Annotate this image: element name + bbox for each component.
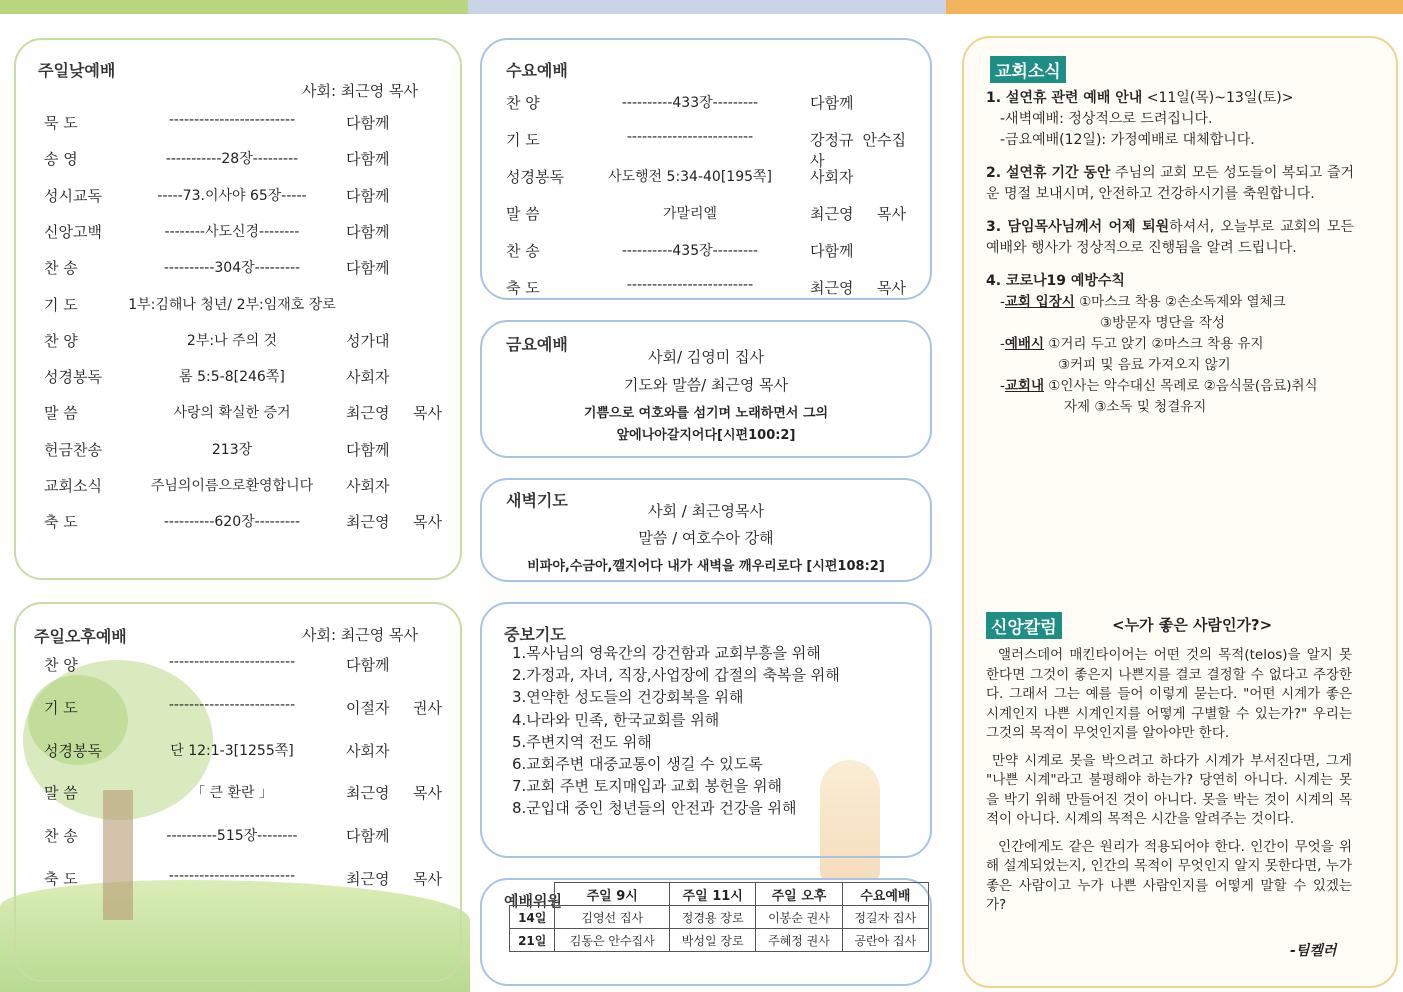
duty-cell: 정경용 장로 [670,906,756,929]
news-4-b-text: ①거리 두고 앉기 ②마스크 착용 유지 [1044,336,1264,352]
news-1-a: -새벽예배: 정상적으로 드려집니다. [1000,111,1213,127]
news-4-c-text: ①인사는 악수대신 목례로 ②음식물(음료)취식 [1044,378,1318,394]
wednesday-panel [480,38,932,300]
order-item-detail: ------------------------- [168,112,296,128]
column-author: -팀켈러 [1290,943,1337,959]
order-item-label: 찬 양 [44,656,78,674]
order-item-leader: 다함께 [346,440,390,459]
order-item-leader: 사회자 [346,368,390,387]
order-item-label: 찬 송 [44,259,78,278]
order-row [482,240,930,264]
order-item-label: 기 도 [44,698,78,717]
order-item-label: 축 도 [44,513,78,532]
news-4-a-label: 교회 입장시 [1004,294,1075,310]
dawn-title: 새벽기도 [506,491,568,510]
order-item-detail: ----------620장--------- [163,514,301,531]
order-item-leader: 다함께 [346,259,390,278]
order-row [16,257,460,281]
top-bar-green [0,0,468,14]
order-item-label: 송 영 [44,150,78,169]
order-row [482,203,930,227]
order-item-leader: 다함께 [346,827,390,846]
news-4-b-label: 예배시 [1004,336,1044,352]
order-row [16,782,460,806]
duty-header-cell: 주일 11시 [670,883,756,906]
order-item-label: 찬 송 [506,242,540,260]
news-3-head: 3. 담임목사님께서 어제 퇴원 [986,219,1170,235]
order-item-detail: ----------515장-------- [166,828,298,845]
sunday-afternoon-title: 주일오후예배 [34,627,127,646]
list-item: 6.교회주변 대중교통이 생길 수 있도록 [512,755,763,773]
sunday-afternoon-host: 사회: 최근영 목사 [302,626,419,644]
duty-table [509,882,929,952]
order-item-leader: 최근영 목사 [346,513,442,532]
order-row [16,185,460,209]
order-item-label: 말 씀 [44,404,78,423]
duty-header-row [510,883,929,906]
order-item-detail: ------------------------- [626,129,754,145]
order-item-detail: 주님의이름으로환영합니다 [150,478,314,494]
order-item-detail: ----------304장--------- [163,260,301,277]
list-item: 1.목사님의 영육간의 강건함과 교회부흥을 위해 [512,644,821,662]
order-item-detail: 213장 [211,441,253,458]
order-row [16,654,460,678]
list-item: 5.주변지역 전도 위해 [512,732,652,751]
duty-cell: 정길자 집사 [842,906,928,929]
column-title: 신앙칼럼 [986,612,1062,639]
order-item-label: 성경봉독 [44,368,102,387]
news-4-b-2: ③커피 및 음료 가져오지 않기 [1058,357,1231,373]
news-4-c-label: 교회내 [1004,378,1044,394]
order-item-detail: 단 12:1-3[1255쪽] [170,742,294,759]
order-item-detail: ----------433장--------- [621,95,759,111]
friday-host: 사회/ 김영미 집사 [647,348,765,366]
order-item-label: 축 도 [44,870,78,888]
news-4-c: -교회내 ①인사는 악수대신 목례로 ②음식물(음료)취식 [1000,378,1318,394]
duty-header-cell: 수요예배 [842,883,928,906]
order-row [16,148,460,172]
list-item: 3.연약한 성도들의 건강회복을 위해 [512,688,744,707]
news-4-b: -예배시 ①거리 두고 앉기 ②마스크 착용 유지 [1000,336,1264,352]
order-item-leader: 다함께 [346,656,390,674]
duty-title: 예배위원 [504,892,562,910]
order-item-label: 찬 양 [44,331,78,350]
order-item-label: 축 도 [506,279,540,297]
top-bar-orange [946,0,1403,14]
order-item-leader: 강정규 안수집사 [810,131,906,170]
order-row [482,92,930,116]
list-item: 2.가정과, 자녀, 직장,사업장에 갑절의 축복을 위해 [512,666,840,685]
order-item-detail: 1부:김해나 청년/ 2부:임재호 장로 [128,296,336,313]
order-item-label: 말 씀 [506,205,540,223]
friday-title: 금요예배 [506,335,568,354]
order-row [16,475,460,499]
order-item-detail: 2부:나 주의 것 [186,332,278,349]
sunday-afternoon-panel [14,602,462,982]
intercession-panel [480,602,932,858]
friday-verse-2: 앞에나아갈지어다[시편100:2] [616,428,796,443]
order-item-leader: 사회자 [346,477,390,495]
news-2-body: 주님의 교회 모든 성도들이 복되고 즐거운 명절 보내시며, 안전하고 건강하시기를 축원합니다. [986,165,1354,202]
order-row [16,697,460,721]
news-item-1 [986,88,1354,109]
order-item-detail: 가말리엘 [662,206,718,222]
order-item-leader: 다함께 [346,222,390,241]
order-item-label: 신앙고백 [44,222,102,241]
order-item-leader: 최근영 목사 [810,279,906,297]
friday-panel [480,320,932,458]
duty-cell: 공란아 집사 [842,929,928,952]
order-item-detail: 「 큰 환란 」 [191,785,273,802]
news-1-head: 1. 설연휴 관련 예배 안내 [986,90,1143,106]
duty-cell: 이봉순 권사 [756,906,842,929]
sunday-morning-host: 사회: 최근영 목사 [302,82,419,100]
top-bar-blue [468,0,946,14]
order-item-detail: ----------435장--------- [621,243,759,259]
news-title: 교회소식 [990,56,1066,83]
intercession-title: 중보기도 [504,625,566,644]
order-item-label: 찬 양 [506,94,540,112]
order-row [16,330,460,354]
order-item-leader: 최근영 목사 [346,784,442,803]
dawn-verse: 비파야,수금아,깰지어다 내가 새벽을 깨우리로다 [시편108:2] [527,559,885,574]
wednesday-title: 수요예배 [506,61,568,80]
order-item-leader: 다함께 [810,94,854,112]
order-row [16,294,460,318]
duty-date: 21일 [510,929,555,952]
order-item-label: 교회소식 [44,477,102,495]
column-paragraph-2: 만약 시계로 못을 박으려고 하다가 시계가 부서진다면, 그게 "나쁜 시계"라고 불평해야 하는가? 당연히 아니다. 시계는 못을 박기 위해 만들어진 것이 아니다. 못을 박는 것이 시계의 목적이 아니다. 시계의 목적은 시간을 알려주는 것이다. [986,752,1352,827]
order-item-leader: 다함께 [346,186,390,205]
duty-header-cell: 주일 9시 [555,883,670,906]
order-item-detail: ------------------------- [626,277,754,293]
duty-header-cell [510,883,555,906]
column-paragraph-1: 앨러스데어 매킨타이어는 어떤 것의 목적(telos)을 알지 못한다면 그것이 좋은지 나쁜지를 결코 결정할 수 없다고 주장한다. 그래서 그는 예를 들어 이렇게 묻는다. "어떤 시계가 좋은 시계인지 나쁜 시계인지를 어떻게 구별할 수 있는가?" 우리는 그것의 목적이 무엇인지를 알아야만 한다. [986,647,1352,741]
duty-header-cell: 주일 오후 [756,883,842,906]
order-item-label: 말 씀 [44,784,78,803]
column-paragraph-3: 인간에게도 같은 원리가 적용되어야 한다. 인간이 무엇을 위해 설계되었는지, 인간의 목적이 무엇인지 알지 못한다면, 누가 좋은 사람이고 누가 나쁜 사람인지를 어떻게 말할 수 있겠는가? [986,838,1352,913]
order-row [16,402,460,426]
news-4-head: 4. 코로나19 예방수칙 [986,273,1125,289]
order-row [16,825,460,849]
order-row [16,740,460,764]
order-row [16,511,460,535]
order-item-label: 성시교독 [44,186,102,205]
order-item-detail: -----73.이사야 65장----- [157,187,307,204]
order-item-detail: -----------28장--------- [165,151,299,168]
column-subtitle: <누가 좋은 사람인가?> [1112,616,1273,634]
order-item-detail: 롬 5:5-8[246쪽] [179,369,285,386]
order-row [16,221,460,245]
news-1-b: -금요예배(12일): 가정예배로 대체합니다. [1000,132,1255,148]
sunday-morning-panel [14,38,462,580]
table-row [510,929,929,952]
news-1-date: <11일(목)~13일(토)> [1146,90,1294,106]
order-item-leader: 성가대 [346,331,390,350]
list-item: 4.나라와 민족, 한국교회를 위해 [512,710,720,729]
duty-cell: 김동은 안수집사 [555,929,670,952]
dawn-host: 사회 / 최근영목사 [647,502,765,520]
order-item-label: 기 도 [506,131,540,149]
order-item-detail: --------사도신경-------- [164,223,300,240]
order-row [482,166,930,190]
table-row [510,906,929,929]
friday-verse-1: 기쁨으로 여호와를 섬기며 노래하면서 그의 [583,406,829,421]
order-item-label: 찬 송 [44,827,78,846]
order-item-leader: 최근영 목사 [346,870,442,888]
order-item-leader: 이절자 권사 [346,698,442,717]
order-row [482,129,930,170]
dawn-panel [480,478,932,582]
news-4-a: -교회 입장시 ①마스크 착용 ②손소독제와 열체크 [1000,294,1286,310]
news-3-body: 하셔서, 오늘부로 교회의 모든 예배와 행사가 정상적으로 진행됨을 알려 드립니다. [986,219,1354,256]
news-4-a-text: ①마스크 착용 ②손소독제와 열체크 [1074,294,1286,310]
dawn-sermon: 말씀 / 여호수아 강해 [638,529,774,547]
order-item-detail: 사도행전 5:34-40[195쪽] [607,169,773,185]
order-item-leader: 다함께 [346,114,390,132]
sunday-morning-title: 주일낮예배 [38,61,116,80]
friday-preacher: 기도와 말씀/ 최근영 목사 [623,376,789,394]
order-row [16,439,460,463]
order-item-label: 성경봉독 [44,741,102,760]
list-item: 8.군입대 중인 청년들의 안전과 건강을 위해 [512,799,797,818]
order-item-label: 기 도 [44,295,78,314]
news-4-a-2: ③방문자 명단을 작성 [1100,315,1226,331]
order-item-label: 성경봉독 [506,168,564,186]
column-body [986,646,1352,916]
order-item-leader: 다함께 [810,242,854,260]
order-row [482,277,930,301]
order-item-detail: ------------------------- [168,696,296,713]
duty-cell: 박성일 장로 [670,929,756,952]
order-item-leader: 사회자 [810,168,854,186]
news-item-2 [986,163,1354,205]
order-item-detail: 사랑의 확실한 증거 [173,405,291,422]
news-list [986,88,1354,418]
duty-cell: 김영선 집사 [555,906,670,929]
order-item-label: 헌금찬송 [44,440,102,459]
order-item-label: 묵 도 [44,114,78,132]
news-item-3 [986,217,1354,259]
news-2-head: 2. 설연휴 기간 동안 [986,165,1111,181]
order-item-leader: 최근영 목사 [810,205,906,223]
order-item-leader: 최근영 목사 [346,404,442,423]
order-row [16,112,460,136]
list-item: 7.교회 주변 토지매입과 교회 봉헌을 위해 [512,777,782,796]
order-item-detail: ------------------------- [168,654,296,670]
order-item-leader: 사회자 [346,741,390,760]
order-item-detail: ------------------------- [168,868,296,884]
order-row [16,868,460,892]
duty-date: 14일 [510,906,555,929]
duty-cell: 주혜정 권사 [756,929,842,952]
order-row [16,366,460,390]
order-item-leader: 다함께 [346,150,390,169]
news-4-c-2: 자제 ③소독 및 청결유지 [1064,399,1207,415]
